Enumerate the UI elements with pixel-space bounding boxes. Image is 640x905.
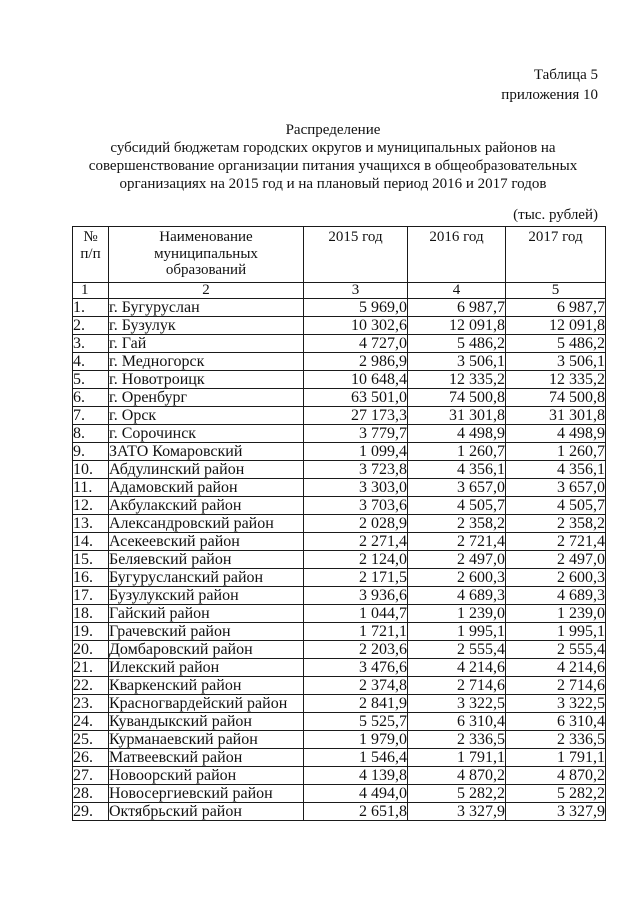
row-name: Красногвардейский район [109, 695, 304, 713]
row-number: 24. [73, 713, 109, 731]
row-name: Кувандыкский район [109, 713, 304, 731]
row-number: 18. [73, 605, 109, 623]
row-name: Октябрьский район [109, 803, 304, 821]
header-number-abbr: п/п [80, 245, 101, 262]
value-2016: 2 714,6 [408, 677, 506, 695]
value-2016: 12 091,8 [408, 317, 506, 335]
column-number: 2 [109, 283, 304, 299]
row-name: Абдулинский район [109, 461, 304, 479]
value-2015: 2 986,9 [304, 353, 408, 371]
value-2017: 31 301,8 [506, 407, 606, 425]
table-row [73, 533, 606, 551]
title-line: Распределение [285, 122, 381, 138]
value-2017: 2 714,6 [506, 677, 606, 695]
row-name: Акбулакский район [109, 497, 304, 515]
value-2015: 2 028,9 [304, 515, 408, 533]
table-body [73, 227, 606, 821]
row-number: 1. [73, 299, 109, 317]
value-2015: 3 303,0 [304, 479, 408, 497]
value-2015: 2 841,9 [304, 695, 408, 713]
value-2016: 4 214,6 [408, 659, 506, 677]
value-2017: 2 721,4 [506, 533, 606, 551]
value-2017: 6 310,4 [506, 713, 606, 731]
row-name: г. Орск [109, 407, 304, 425]
value-2017: 6 987,7 [506, 299, 606, 317]
value-2017: 12 335,2 [506, 371, 606, 389]
column-number: 5 [506, 283, 606, 299]
table-row [73, 605, 606, 623]
value-2016: 4 870,2 [408, 767, 506, 785]
row-name: г. Гай [109, 335, 304, 353]
value-2015: 1 721,1 [304, 623, 408, 641]
row-name: Беляевский район [109, 551, 304, 569]
value-2015: 10 648,4 [304, 371, 408, 389]
value-2016: 3 506,1 [408, 353, 506, 371]
value-2016: 2 600,3 [408, 569, 506, 587]
row-number: 17. [73, 587, 109, 605]
row-number: 9. [73, 443, 109, 461]
value-2017: 1 791,1 [506, 749, 606, 767]
title-line: совершенствование организации питания учащихся в общеобразовательных [88, 158, 578, 174]
header-cell-2016: 2016 год [408, 227, 506, 283]
table-row [73, 695, 606, 713]
row-name: г. Бузулук [109, 317, 304, 335]
units-label: (тыс. рублей) [513, 207, 598, 223]
row-number: 15. [73, 551, 109, 569]
value-2016: 4 689,3 [408, 587, 506, 605]
row-name: Грачевский район [109, 623, 304, 641]
header-number-sign: № [83, 229, 98, 245]
table-header-row [73, 227, 606, 283]
table-row [73, 407, 606, 425]
value-2015: 5 525,7 [304, 713, 408, 731]
value-2017: 1 995,1 [506, 623, 606, 641]
value-2015: 2 271,4 [304, 533, 408, 551]
row-number: 26. [73, 749, 109, 767]
row-name: г. Бугуруслан [109, 299, 304, 317]
row-number: 29. [73, 803, 109, 821]
table-row [73, 371, 606, 389]
value-2017: 4 505,7 [506, 497, 606, 515]
value-2017: 4 356,1 [506, 461, 606, 479]
value-2015: 3 703,6 [304, 497, 408, 515]
table-row [73, 353, 606, 371]
table-row [73, 767, 606, 785]
value-2017: 3 657,0 [506, 479, 606, 497]
row-name: Новоорский район [109, 767, 304, 785]
value-2017: 2 497,0 [506, 551, 606, 569]
value-2015: 2 203,6 [304, 641, 408, 659]
column-number: 4 [408, 283, 506, 299]
value-2017: 2 555,4 [506, 641, 606, 659]
appendix-label: приложения 10 [501, 87, 598, 103]
value-2017: 4 870,2 [506, 767, 606, 785]
row-name: г. Сорочинск [109, 425, 304, 443]
value-2015: 2 651,8 [304, 803, 408, 821]
row-name: Домбаровский район [109, 641, 304, 659]
value-2016: 1 239,0 [408, 605, 506, 623]
header-name-line: Наименование [159, 229, 253, 245]
row-number: 5. [73, 371, 109, 389]
value-2015: 10 302,6 [304, 317, 408, 335]
row-number: 7. [73, 407, 109, 425]
row-number: 20. [73, 641, 109, 659]
table-row [73, 425, 606, 443]
header-cell-2017: 2017 год [506, 227, 606, 283]
value-2016: 2 555,4 [408, 641, 506, 659]
table-row [73, 677, 606, 695]
row-number: 21. [73, 659, 109, 677]
table-row [73, 479, 606, 497]
value-2017: 3 322,5 [506, 695, 606, 713]
value-2015: 63 501,0 [304, 389, 408, 407]
value-2016: 2 721,4 [408, 533, 506, 551]
title-line: организациях на 2015 год и на плановый период 2016 и 2017 годов [119, 176, 547, 192]
row-number: 23. [73, 695, 109, 713]
column-number: 1 [73, 283, 109, 299]
header-cell-2015: 2015 год [304, 227, 408, 283]
value-2016: 4 505,7 [408, 497, 506, 515]
table-row [73, 335, 606, 353]
title-line: субсидий бюджетам городских округов и муниципальных районов на [110, 140, 556, 156]
table-row [73, 551, 606, 569]
value-2017: 5 486,2 [506, 335, 606, 353]
value-2016: 74 500,8 [408, 389, 506, 407]
value-2015: 2 171,5 [304, 569, 408, 587]
value-2017: 4 498,9 [506, 425, 606, 443]
value-2016: 2 497,0 [408, 551, 506, 569]
value-2016: 3 657,0 [408, 479, 506, 497]
value-2017: 3 327,9 [506, 803, 606, 821]
row-number: 12. [73, 497, 109, 515]
value-2016: 5 282,2 [408, 785, 506, 803]
value-2015: 4 139,8 [304, 767, 408, 785]
table-row [73, 623, 606, 641]
value-2017: 4 214,6 [506, 659, 606, 677]
row-number: 22. [73, 677, 109, 695]
value-2015: 1 979,0 [304, 731, 408, 749]
table-row [73, 713, 606, 731]
table-row [73, 317, 606, 335]
table-row [73, 785, 606, 803]
value-2016: 1 791,1 [408, 749, 506, 767]
table-row [73, 497, 606, 515]
column-number-row [73, 283, 606, 299]
row-number: 27. [73, 767, 109, 785]
row-name: г. Оренбург [109, 389, 304, 407]
column-number: 3 [304, 283, 408, 299]
row-number: 3. [73, 335, 109, 353]
header-cell-number [73, 227, 109, 283]
value-2017: 12 091,8 [506, 317, 606, 335]
value-2015: 4 494,0 [304, 785, 408, 803]
table-row [73, 461, 606, 479]
table-row [73, 731, 606, 749]
row-name: Курманаевский район [109, 731, 304, 749]
value-2016: 1 995,1 [408, 623, 506, 641]
row-number: 11. [73, 479, 109, 497]
header-name-line: муниципальных [154, 245, 258, 262]
value-2017: 1 260,7 [506, 443, 606, 461]
row-number: 14. [73, 533, 109, 551]
table-row [73, 803, 606, 821]
row-name: ЗАТО Комаровский [109, 443, 304, 461]
value-2017: 4 689,3 [506, 587, 606, 605]
row-name: Новосергиевский район [109, 785, 304, 803]
row-name: Александровский район [109, 515, 304, 533]
value-2016: 4 356,1 [408, 461, 506, 479]
table-row [73, 389, 606, 407]
row-name: г. Медногорск [109, 353, 304, 371]
value-2016: 12 335,2 [408, 371, 506, 389]
row-name: Асекеевский район [109, 533, 304, 551]
row-name: Гайский район [109, 605, 304, 623]
value-2017: 1 239,0 [506, 605, 606, 623]
row-number: 28. [73, 785, 109, 803]
table-row [73, 659, 606, 677]
value-2015: 2 374,8 [304, 677, 408, 695]
value-2016: 6 987,7 [408, 299, 506, 317]
value-2016: 4 498,9 [408, 425, 506, 443]
value-2016: 3 322,5 [408, 695, 506, 713]
value-2016: 2 358,2 [408, 515, 506, 533]
value-2017: 5 282,2 [506, 785, 606, 803]
value-2015: 3 936,6 [304, 587, 408, 605]
value-2015: 3 723,8 [304, 461, 408, 479]
subsidy-table [72, 226, 606, 821]
value-2015: 2 124,0 [304, 551, 408, 569]
row-number: 16. [73, 569, 109, 587]
row-name: Кваркенский район [109, 677, 304, 695]
table-row [73, 641, 606, 659]
value-2017: 2 336,5 [506, 731, 606, 749]
value-2016: 3 327,9 [408, 803, 506, 821]
header-cell-name [109, 227, 304, 283]
row-number: 6. [73, 389, 109, 407]
row-name: Адамовский район [109, 479, 304, 497]
row-name: Илекский район [109, 659, 304, 677]
value-2016: 1 260,7 [408, 443, 506, 461]
table-row [73, 515, 606, 533]
value-2015: 1 546,4 [304, 749, 408, 767]
row-name: Бузулукский район [109, 587, 304, 605]
value-2016: 6 310,4 [408, 713, 506, 731]
value-2016: 5 486,2 [408, 335, 506, 353]
row-number: 4. [73, 353, 109, 371]
value-2015: 1 099,4 [304, 443, 408, 461]
value-2015: 5 969,0 [304, 299, 408, 317]
table-row [73, 299, 606, 317]
table-row [73, 569, 606, 587]
value-2017: 3 506,1 [506, 353, 606, 371]
value-2015: 1 044,7 [304, 605, 408, 623]
value-2017: 2 600,3 [506, 569, 606, 587]
table-label: Таблица 5 [533, 67, 598, 83]
header-name-line: образований [165, 262, 247, 278]
row-name: Матвеевский район [109, 749, 304, 767]
value-2015: 3 779,7 [304, 425, 408, 443]
row-number: 19. [73, 623, 109, 641]
row-number: 10. [73, 461, 109, 479]
table-row [73, 587, 606, 605]
value-2016: 2 336,5 [408, 731, 506, 749]
value-2015: 3 476,6 [304, 659, 408, 677]
row-number: 2. [73, 317, 109, 335]
row-number: 25. [73, 731, 109, 749]
row-name: Бугурусланский район [109, 569, 304, 587]
row-number: 13. [73, 515, 109, 533]
value-2015: 4 727,0 [304, 335, 408, 353]
value-2016: 31 301,8 [408, 407, 506, 425]
value-2017: 74 500,8 [506, 389, 606, 407]
row-name: г. Новотроицк [109, 371, 304, 389]
value-2017: 2 358,2 [506, 515, 606, 533]
value-2015: 27 173,3 [304, 407, 408, 425]
row-number: 8. [73, 425, 109, 443]
table-row [73, 749, 606, 767]
document-title [26, 121, 640, 193]
table-row [73, 443, 606, 461]
